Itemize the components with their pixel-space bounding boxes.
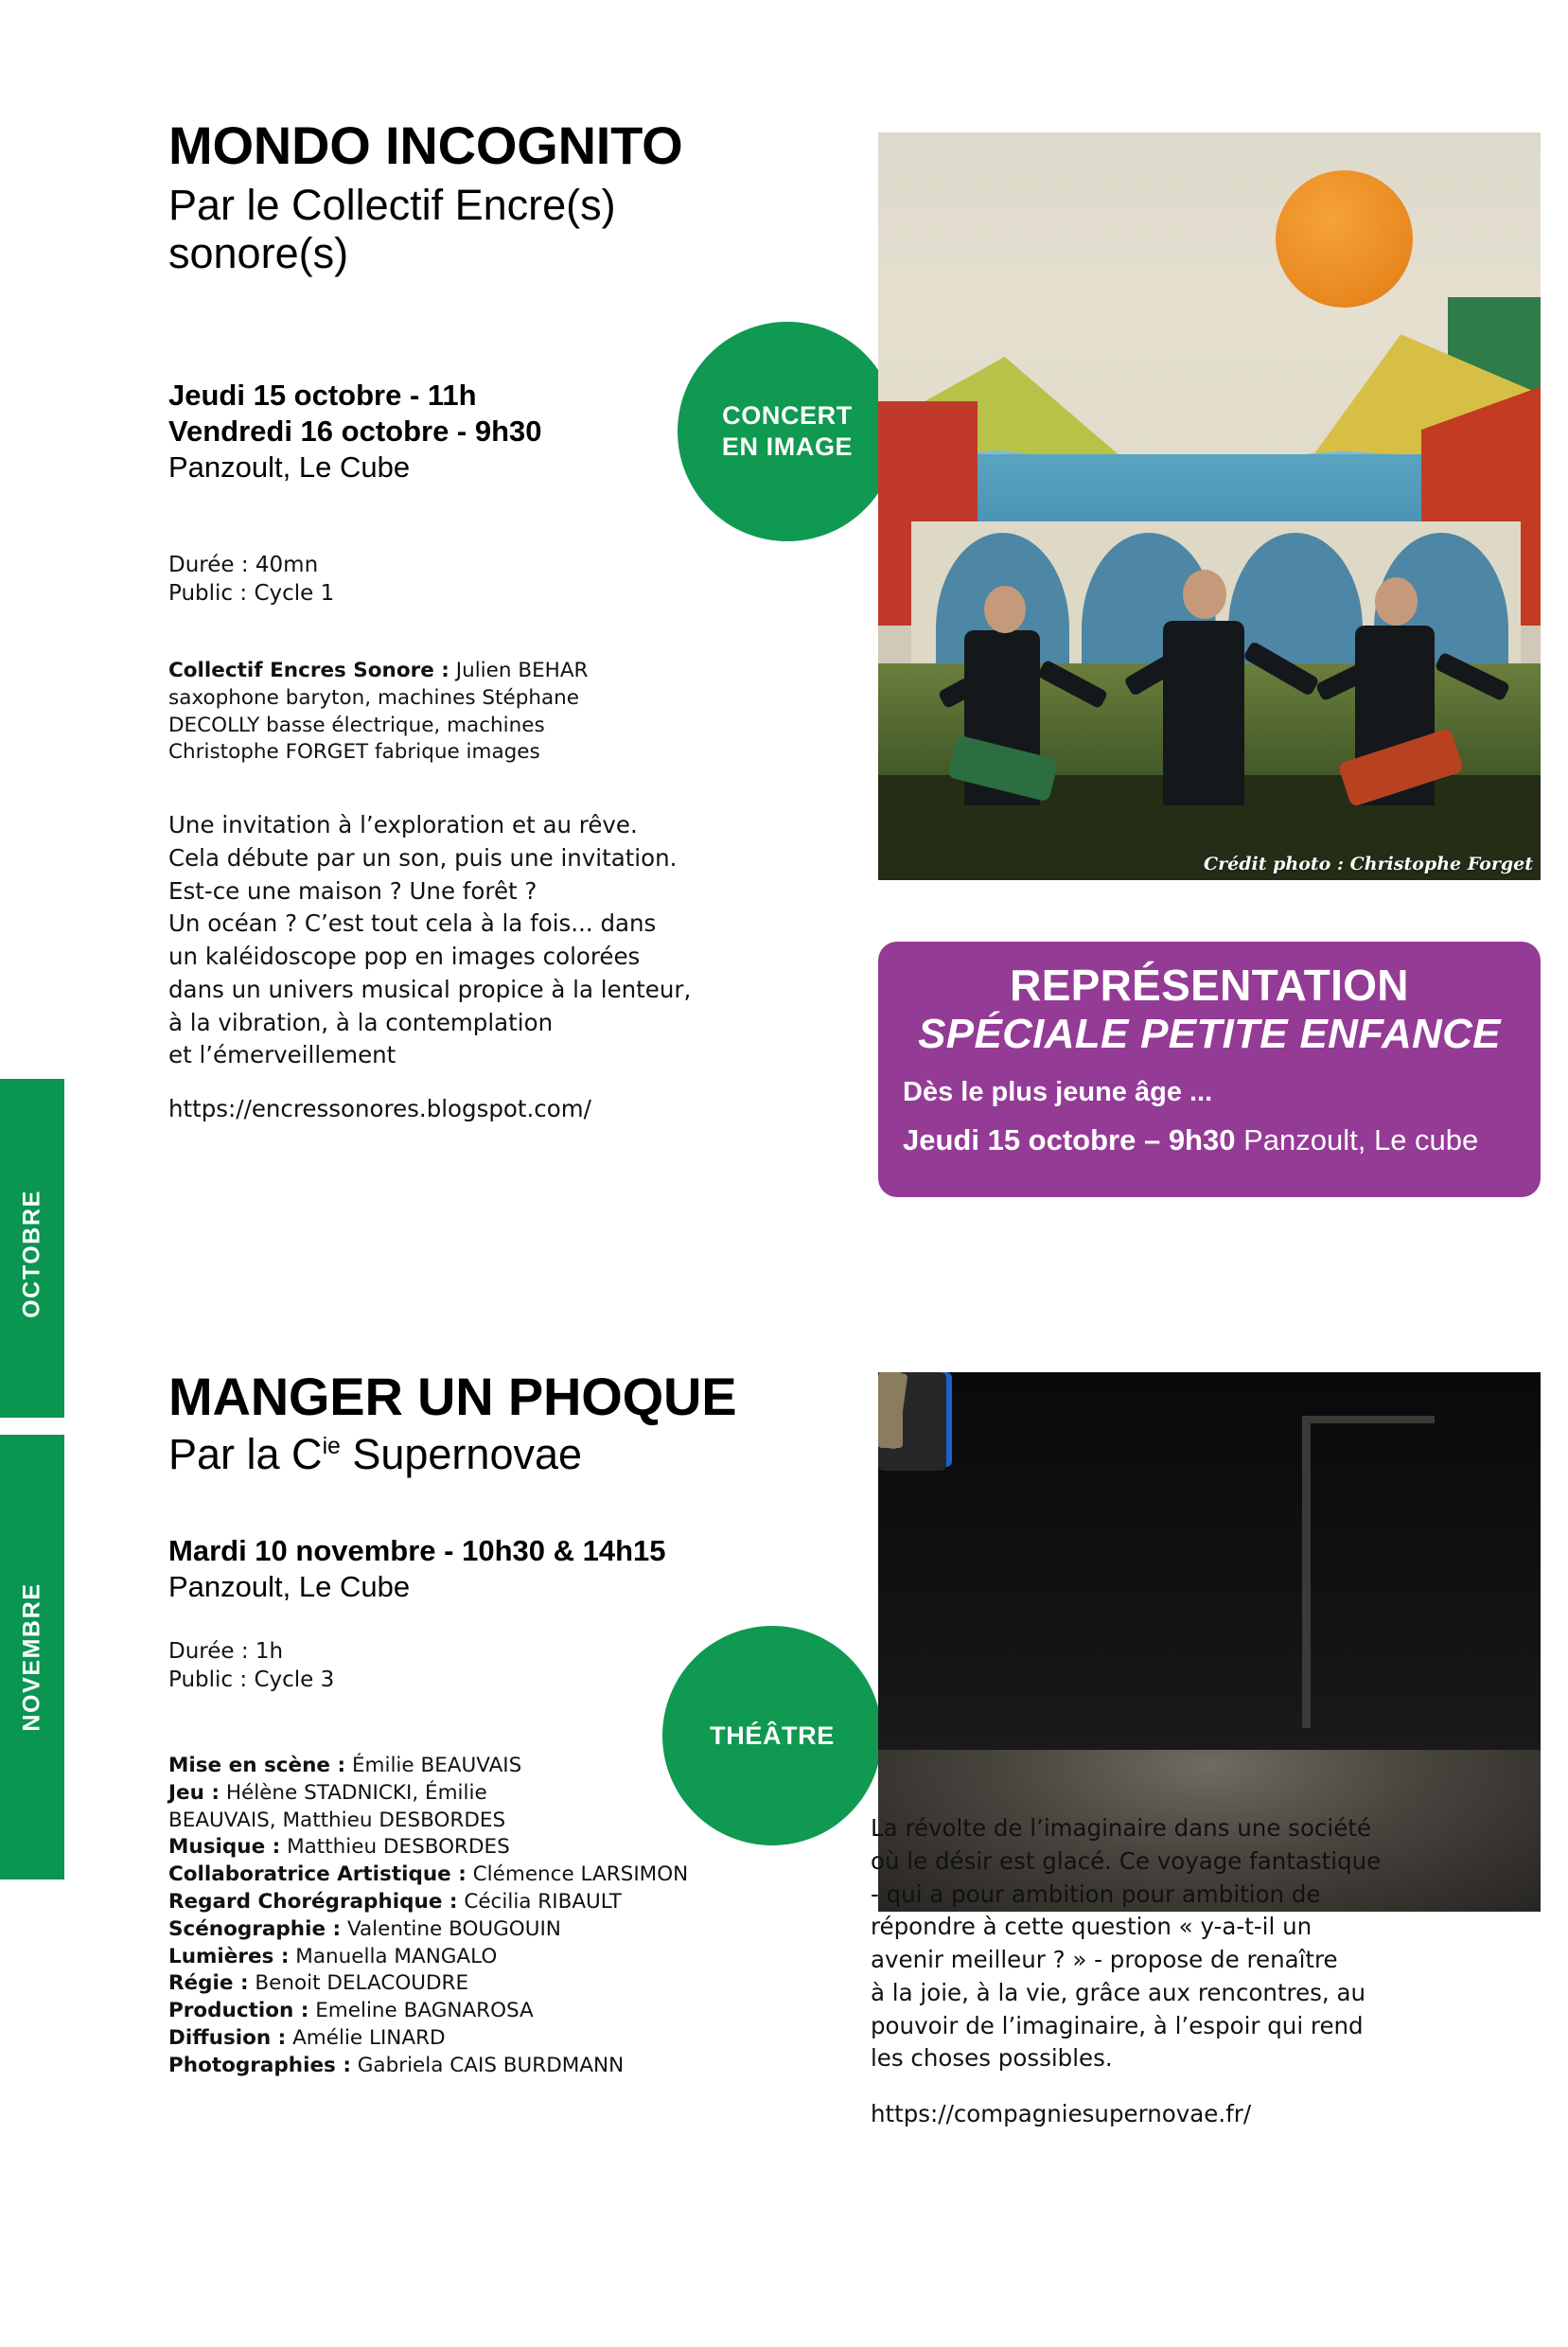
section-mondo-title-group xyxy=(168,115,850,277)
credit-value: Benoit DELACOUDRE xyxy=(248,1971,469,1996)
subtitle-part-a: Par la C xyxy=(168,1430,323,1479)
badge-concert-en-image xyxy=(678,322,897,541)
credit-line xyxy=(168,1862,850,1889)
credit-label: Régie : xyxy=(168,1971,249,1996)
promo-line-3: Dès le plus jeune âge ... xyxy=(903,1076,1213,1107)
body-line: répondre à cette question « y-a-t-il un xyxy=(871,1913,1313,1941)
credit-value: Emeline BAGNAROSA xyxy=(308,1999,534,2023)
body-line: Cela débute par un son, puis une invitation. xyxy=(168,843,678,872)
body-line: - qui a pour ambition pour ambition de xyxy=(871,1879,1321,1908)
body-line: les choses possibles. xyxy=(871,2044,1113,2073)
subtitle-part-b: Supernovae xyxy=(340,1430,583,1479)
credit-line xyxy=(168,2025,850,2053)
credit-label: Diffusion : xyxy=(168,2025,287,2050)
credit-line: saxophone baryton, machines Stéphane xyxy=(168,685,580,710)
body-line: Une invitation à l’exploration et au rêve. xyxy=(168,811,638,838)
credit-line xyxy=(168,1889,850,1916)
credit-value: Cécilia RIBAULT xyxy=(457,1889,622,1914)
credit-line: DECOLLY basse électrique, machines xyxy=(168,713,545,737)
date-line-1: Jeudi 15 octobre - 11h xyxy=(168,379,477,412)
duration-phoque: Durée : 1h xyxy=(168,1639,284,1664)
section-phoque-body xyxy=(871,1812,1552,2131)
section-subtitle-mondo-line2: sonore(s) xyxy=(168,228,349,277)
section-mondo-body xyxy=(168,809,869,1126)
photo-pole-horizontal xyxy=(1302,1416,1435,1423)
promo-box-petite-enfance xyxy=(878,942,1541,1197)
photo-mondo-incognito xyxy=(878,132,1541,880)
credit-label: Photographies : xyxy=(168,2053,351,2077)
photo-musician-head xyxy=(1183,570,1226,619)
rail-tab-novembre-label: NOVEMBRE xyxy=(18,1582,45,1732)
badge-theatre xyxy=(662,1626,882,1845)
photo-credit-mondo: Crédit photo : Christophe Forget xyxy=(1204,854,1533,874)
credit-value: Matthieu DESBORDES xyxy=(280,1835,510,1860)
credit-value: Julien BEHAR xyxy=(449,659,589,682)
credit-line xyxy=(168,658,755,685)
photo-pole-vertical xyxy=(1302,1416,1311,1729)
section-mondo-meta xyxy=(168,551,736,609)
date-line-2: Vendredi 16 octobre - 9h30 xyxy=(168,414,542,448)
credit-value: Manuella MANGALO xyxy=(289,1944,498,1968)
credit-label: Production : xyxy=(168,1999,309,2023)
body-line: à la joie, à la vie, grâce aux rencontres, au xyxy=(871,1978,1366,2006)
promo-line-2: SPÉCIALE PETITE ENFANCE xyxy=(918,1011,1501,1058)
credit-value: Clémence LARSIMON xyxy=(466,1862,689,1887)
section-subtitle-phoque xyxy=(168,1431,850,1478)
venue-mondo: Panzoult, Le Cube xyxy=(168,450,411,484)
body-line: à la vibration, à la contemplation xyxy=(168,1008,554,1036)
rail-tab-octobre-label: OCTOBRE xyxy=(18,1190,45,1318)
credit-value: Valentine BOUGOUIN xyxy=(341,1916,561,1941)
credit-value: Amélie LINARD xyxy=(286,2025,446,2050)
section-mondo-credits xyxy=(168,658,755,767)
credit-line xyxy=(168,1998,850,2025)
promo-line-4 xyxy=(903,1122,1516,1157)
promo-line-1: REPRÉSENTATION xyxy=(1010,961,1409,1010)
section-phoque-meta xyxy=(168,1637,736,1695)
audience-mondo: Public : Cycle 1 xyxy=(168,581,335,607)
credit-line xyxy=(168,2053,850,2080)
credit-label: Jeu : xyxy=(168,1780,220,1805)
body-line: un kaléidoscope pop en images colorées xyxy=(168,943,641,971)
credit-label: Scénographie : xyxy=(168,1916,342,1941)
credit-line: BEAUVAIS, Matthieu DESBORDES xyxy=(168,1808,506,1832)
promo-line-4-bold: Jeudi 15 octobre – 9h30 xyxy=(903,1122,1236,1156)
section-subtitle-mondo-line1: Par le Collectif Encre(s) xyxy=(168,181,616,230)
audience-phoque: Public : Cycle 3 xyxy=(168,1668,335,1693)
venue-phoque: Panzoult, Le Cube xyxy=(168,1569,411,1603)
body-line: La révolte de l’imaginaire dans une société xyxy=(871,1814,1371,1842)
duration-mondo: Durée : 40mn xyxy=(168,553,319,577)
subtitle-superscript: ie xyxy=(322,1434,341,1460)
credit-value: Gabriela CAIS BURDMANN xyxy=(350,2053,625,2077)
credit-value: Hélène STADNICKI, Émilie xyxy=(219,1780,487,1805)
photo-sun xyxy=(1276,170,1413,308)
section-phoque-title-group xyxy=(168,1369,850,1479)
section-title-mondo: MONDO INCOGNITO xyxy=(168,115,683,175)
credit-label: Mise en scène : xyxy=(168,1754,346,1777)
credit-value: Émilie BEAUVAIS xyxy=(345,1754,522,1777)
url-phoque[interactable]: https://compagniesupernovae.fr/ xyxy=(871,2100,1252,2128)
section-title-phoque: MANGER UN PHOQUE xyxy=(168,1367,737,1426)
date-line-1: Mardi 10 novembre - 10h30 & 14h15 xyxy=(168,1534,666,1567)
url-mondo[interactable]: https://encressonores.blogspot.com/ xyxy=(168,1095,591,1123)
credit-label: Collaboratrice Artistique : xyxy=(168,1862,467,1887)
photo-back-wall xyxy=(878,1372,1541,1760)
credit-line xyxy=(168,1944,850,1971)
badge-line-2: EN IMAGE xyxy=(721,432,854,461)
credit-label: Collectif Encres Sonore : xyxy=(168,659,449,682)
credit-label: Regard Chorégraphique : xyxy=(168,1889,458,1914)
photo-musician-head xyxy=(984,586,1026,633)
body-line: avenir meilleur ? » - propose de renaître xyxy=(871,1946,1338,1974)
section-phoque-dates xyxy=(168,1533,831,1605)
promo-line-4-light: Panzoult, Le cube xyxy=(1235,1122,1479,1156)
body-line: Un océan ? C’est tout cela à la fois... dans xyxy=(168,909,657,938)
credit-label: Musique : xyxy=(168,1835,281,1860)
credit-line: Christophe FORGET fabrique images xyxy=(168,740,540,765)
body-line: dans un univers musical propice à la lenteur, xyxy=(168,975,692,1003)
body-line: Est-ce une maison ? Une forêt ? xyxy=(168,876,537,905)
body-line: et l’émerveillement xyxy=(168,1041,396,1069)
badge-line-1: THÉÂTRE xyxy=(710,1721,835,1750)
credit-label: Lumières : xyxy=(168,1944,290,1968)
credit-line xyxy=(168,1916,850,1944)
body-line: où le désir est glacé. Ce voyage fantastique xyxy=(871,1846,1382,1875)
body-line: pouvoir de l’imaginaire, à l’espoir qui rend xyxy=(871,2011,1364,2039)
badge-line-1: CONCERT xyxy=(722,401,853,431)
credit-line xyxy=(168,1970,850,1998)
